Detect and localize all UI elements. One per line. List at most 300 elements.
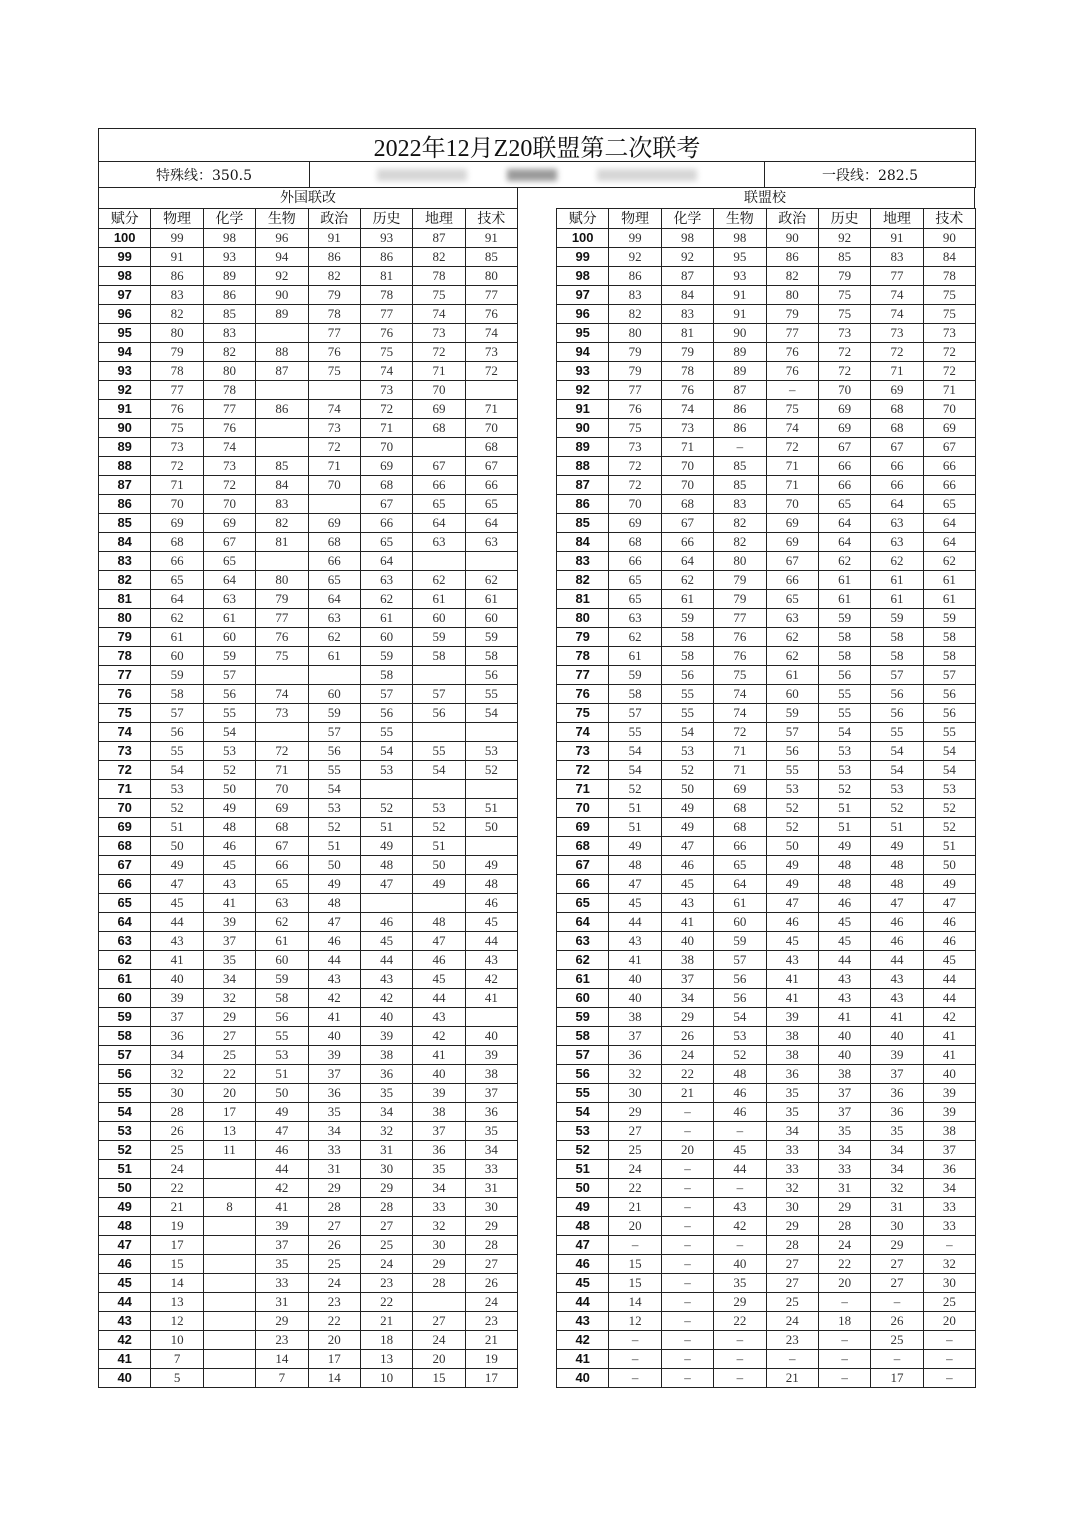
- raw-score-cell: 61: [923, 590, 975, 609]
- raw-score-cell: 19: [465, 1350, 517, 1369]
- assigned-score-cell: 76: [557, 685, 609, 704]
- raw-score-cell: [203, 1312, 255, 1331]
- raw-score-cell: 72: [923, 343, 975, 362]
- raw-score-cell: 56: [465, 666, 517, 685]
- table-row: [99, 495, 518, 514]
- assigned-score-cell: 83: [99, 552, 151, 571]
- raw-score-cell: 17: [871, 1369, 923, 1388]
- assigned-score-cell: 80: [557, 609, 609, 628]
- raw-score-cell: 96: [256, 229, 308, 248]
- raw-score-cell: 72: [308, 438, 360, 457]
- table-row: [557, 1350, 976, 1369]
- raw-score-cell: 81: [256, 533, 308, 552]
- raw-score-cell: 49: [923, 875, 975, 894]
- raw-score-cell: 59: [308, 704, 360, 723]
- raw-score-cell: 64: [871, 495, 923, 514]
- raw-score-cell: 34: [308, 1122, 360, 1141]
- raw-score-cell: 34: [413, 1179, 465, 1198]
- table-row: [557, 438, 976, 457]
- raw-score-cell: 23: [465, 1312, 517, 1331]
- raw-score-cell: 71: [714, 742, 766, 761]
- raw-score-cell: 63: [609, 609, 661, 628]
- raw-score-cell: 62: [360, 590, 412, 609]
- raw-score-cell: 54: [413, 761, 465, 780]
- table-row: [99, 628, 518, 647]
- raw-score-cell: [203, 1274, 255, 1293]
- raw-score-cell: 79: [151, 343, 203, 362]
- raw-score-cell: 50: [413, 856, 465, 875]
- raw-score-cell: –: [661, 1350, 713, 1369]
- raw-score-cell: 66: [609, 552, 661, 571]
- raw-score-cell: 59: [609, 666, 661, 685]
- raw-score-cell: 33: [818, 1160, 870, 1179]
- raw-score-cell: 67: [465, 457, 517, 476]
- raw-score-cell: 67: [203, 533, 255, 552]
- raw-score-cell: 62: [609, 628, 661, 647]
- raw-score-cell: 65: [203, 552, 255, 571]
- assigned-score-cell: 71: [99, 780, 151, 799]
- raw-score-cell: 79: [661, 343, 713, 362]
- raw-score-cell: 65: [413, 495, 465, 514]
- raw-score-cell: 42: [923, 1008, 975, 1027]
- raw-score-cell: 39: [413, 1084, 465, 1103]
- assigned-score-cell: 85: [557, 514, 609, 533]
- raw-score-cell: 60: [256, 951, 308, 970]
- header-row: [99, 209, 518, 229]
- raw-score-cell: 28: [360, 1198, 412, 1217]
- raw-score-cell: 56: [714, 989, 766, 1008]
- raw-score-cell: 49: [308, 875, 360, 894]
- assigned-score-cell: 75: [99, 704, 151, 723]
- table-row: [99, 1350, 518, 1369]
- raw-score-cell: 69: [413, 400, 465, 419]
- raw-score-cell: 29: [308, 1179, 360, 1198]
- raw-score-cell: 25: [360, 1236, 412, 1255]
- raw-score-cell: 70: [818, 381, 870, 400]
- raw-score-cell: 65: [256, 875, 308, 894]
- assigned-score-cell: 51: [557, 1160, 609, 1179]
- raw-score-cell: 58: [818, 628, 870, 647]
- assigned-score-cell: 54: [99, 1103, 151, 1122]
- raw-score-cell: 69: [714, 780, 766, 799]
- assigned-score-cell: 91: [557, 400, 609, 419]
- raw-score-cell: –: [661, 1255, 713, 1274]
- table-row: [99, 381, 518, 400]
- table-row: [99, 818, 518, 837]
- raw-score-cell: 63: [256, 894, 308, 913]
- raw-score-cell: 77: [203, 400, 255, 419]
- table-row: [557, 875, 976, 894]
- raw-score-cell: 30: [360, 1160, 412, 1179]
- raw-score-cell: 49: [360, 837, 412, 856]
- raw-score-cell: 54: [871, 761, 923, 780]
- assigned-score-cell: 96: [99, 305, 151, 324]
- raw-score-cell: 43: [413, 1008, 465, 1027]
- raw-score-cell: 34: [818, 1141, 870, 1160]
- raw-score-cell: 75: [818, 286, 870, 305]
- assigned-score-cell: 94: [557, 343, 609, 362]
- raw-score-cell: 77: [151, 381, 203, 400]
- table-row: [99, 913, 518, 932]
- assigned-score-cell: 74: [99, 723, 151, 742]
- table-row: [99, 362, 518, 381]
- raw-score-cell: 46: [661, 856, 713, 875]
- column-header: 历史: [360, 209, 412, 229]
- raw-score-cell: 43: [609, 932, 661, 951]
- raw-score-cell: 71: [661, 438, 713, 457]
- raw-score-cell: 31: [360, 1141, 412, 1160]
- assigned-score-cell: 52: [557, 1141, 609, 1160]
- right-score-table: [556, 208, 976, 1388]
- raw-score-cell: 50: [923, 856, 975, 875]
- raw-score-cell: 98: [661, 229, 713, 248]
- raw-score-cell: 85: [818, 248, 870, 267]
- raw-score-cell: 74: [871, 286, 923, 305]
- raw-score-cell: 33: [766, 1160, 818, 1179]
- raw-score-cell: 41: [308, 1008, 360, 1027]
- raw-score-cell: 46: [766, 913, 818, 932]
- raw-score-cell: 95: [714, 248, 766, 267]
- raw-score-cell: 50: [766, 837, 818, 856]
- raw-score-cell: 37: [256, 1236, 308, 1255]
- raw-score-cell: 86: [714, 419, 766, 438]
- raw-score-cell: 76: [714, 647, 766, 666]
- assigned-score-cell: 87: [99, 476, 151, 495]
- raw-score-cell: 36: [766, 1065, 818, 1084]
- raw-score-cell: 70: [360, 438, 412, 457]
- raw-score-cell: 91: [465, 229, 517, 248]
- assigned-score-cell: 57: [557, 1046, 609, 1065]
- raw-score-cell: –: [661, 1198, 713, 1217]
- raw-score-cell: 29: [360, 1179, 412, 1198]
- raw-score-cell: 51: [923, 837, 975, 856]
- assigned-score-cell: 66: [557, 875, 609, 894]
- table-row: [99, 932, 518, 951]
- raw-score-cell: 64: [151, 590, 203, 609]
- table-row: [99, 1312, 518, 1331]
- raw-score-cell: 40: [609, 989, 661, 1008]
- raw-score-cell: 77: [465, 286, 517, 305]
- raw-score-cell: 40: [360, 1008, 412, 1027]
- raw-score-cell: 35: [203, 951, 255, 970]
- raw-score-cell: 68: [661, 495, 713, 514]
- raw-score-cell: 44: [609, 913, 661, 932]
- raw-score-cell: 47: [871, 894, 923, 913]
- assigned-score-cell: 97: [99, 286, 151, 305]
- raw-score-cell: 65: [818, 495, 870, 514]
- raw-score-cell: 32: [766, 1179, 818, 1198]
- raw-score-cell: 67: [923, 438, 975, 457]
- raw-score-cell: 21: [661, 1084, 713, 1103]
- assigned-score-cell: 67: [557, 856, 609, 875]
- raw-score-cell: 38: [360, 1046, 412, 1065]
- raw-score-cell: 41: [609, 951, 661, 970]
- raw-score-cell: 71: [413, 362, 465, 381]
- raw-score-cell: 58: [871, 628, 923, 647]
- raw-score-cell: 53: [714, 1027, 766, 1046]
- raw-score-cell: 56: [714, 970, 766, 989]
- raw-score-cell: 17: [203, 1103, 255, 1122]
- raw-score-cell: 38: [413, 1103, 465, 1122]
- table-gap: [518, 188, 556, 1388]
- raw-score-cell: 64: [203, 571, 255, 590]
- raw-score-cell: 78: [413, 267, 465, 286]
- table-row: [99, 761, 518, 780]
- assigned-score-cell: 75: [557, 704, 609, 723]
- raw-score-cell: 61: [661, 590, 713, 609]
- raw-score-cell: 8: [203, 1198, 255, 1217]
- raw-score-cell: 61: [256, 932, 308, 951]
- raw-score-cell: 35: [766, 1103, 818, 1122]
- raw-score-cell: 15: [413, 1369, 465, 1388]
- raw-score-cell: 22: [151, 1179, 203, 1198]
- raw-score-cell: 23: [766, 1331, 818, 1350]
- raw-score-cell: –: [661, 1236, 713, 1255]
- raw-score-cell: 55: [609, 723, 661, 742]
- raw-score-cell: –: [661, 1293, 713, 1312]
- raw-score-cell: –: [818, 1293, 870, 1312]
- table-row: [99, 837, 518, 856]
- raw-score-cell: 41: [413, 1046, 465, 1065]
- raw-score-cell: 72: [360, 400, 412, 419]
- assigned-score-cell: 90: [99, 419, 151, 438]
- raw-score-cell: 75: [766, 400, 818, 419]
- raw-score-cell: 50: [151, 837, 203, 856]
- raw-score-cell: 48: [818, 856, 870, 875]
- raw-score-cell: 52: [151, 799, 203, 818]
- raw-score-cell: 44: [923, 989, 975, 1008]
- raw-score-cell: 83: [151, 286, 203, 305]
- raw-score-cell: 54: [609, 742, 661, 761]
- raw-score-cell: 56: [661, 666, 713, 685]
- raw-score-cell: 85: [714, 457, 766, 476]
- assigned-score-cell: 59: [557, 1008, 609, 1027]
- raw-score-cell: 65: [609, 571, 661, 590]
- raw-score-cell: [308, 381, 360, 400]
- raw-score-cell: 30: [151, 1084, 203, 1103]
- assigned-score-cell: 42: [99, 1331, 151, 1350]
- assigned-score-cell: 99: [557, 248, 609, 267]
- raw-score-cell: 54: [923, 761, 975, 780]
- header-row: [557, 209, 976, 229]
- raw-score-cell: 29: [609, 1103, 661, 1122]
- raw-score-cell: 39: [871, 1046, 923, 1065]
- raw-score-cell: 49: [256, 1103, 308, 1122]
- table-row: [99, 1236, 518, 1255]
- assigned-score-cell: 70: [557, 799, 609, 818]
- raw-score-cell: 83: [661, 305, 713, 324]
- raw-score-cell: 40: [818, 1027, 870, 1046]
- raw-score-cell: 73: [871, 324, 923, 343]
- raw-score-cell: 21: [465, 1331, 517, 1350]
- raw-score-cell: 55: [203, 704, 255, 723]
- raw-score-cell: 54: [203, 723, 255, 742]
- raw-score-cell: 33: [256, 1274, 308, 1293]
- table-row: [99, 780, 518, 799]
- raw-score-cell: 48: [871, 856, 923, 875]
- raw-score-cell: 24: [151, 1160, 203, 1179]
- raw-score-cell: 54: [360, 742, 412, 761]
- raw-score-cell: 44: [256, 1160, 308, 1179]
- raw-score-cell: 40: [661, 932, 713, 951]
- raw-score-cell: 20: [609, 1217, 661, 1236]
- raw-score-cell: 49: [413, 875, 465, 894]
- raw-score-cell: 58: [256, 989, 308, 1008]
- raw-score-cell: 26: [308, 1236, 360, 1255]
- raw-score-cell: 46: [360, 913, 412, 932]
- assigned-score-cell: 46: [557, 1255, 609, 1274]
- table-row: [99, 609, 518, 628]
- raw-score-cell: 86: [256, 400, 308, 419]
- raw-score-cell: 36: [609, 1046, 661, 1065]
- raw-score-cell: 63: [465, 533, 517, 552]
- raw-score-cell: 56: [360, 704, 412, 723]
- table-row: [99, 856, 518, 875]
- raw-score-cell: 72: [818, 362, 870, 381]
- raw-score-cell: 11: [203, 1141, 255, 1160]
- raw-score-cell: 56: [923, 704, 975, 723]
- raw-score-cell: 49: [609, 837, 661, 856]
- raw-score-cell: 53: [256, 1046, 308, 1065]
- assigned-score-cell: 50: [99, 1179, 151, 1198]
- raw-score-cell: 58: [923, 628, 975, 647]
- raw-score-cell: 56: [923, 685, 975, 704]
- raw-score-cell: 5: [151, 1369, 203, 1388]
- raw-score-cell: [413, 780, 465, 799]
- raw-score-cell: 71: [151, 476, 203, 495]
- assigned-score-cell: 43: [99, 1312, 151, 1331]
- table-row: [99, 1084, 518, 1103]
- raw-score-cell: 44: [923, 970, 975, 989]
- raw-score-cell: –: [766, 1350, 818, 1369]
- table-row: [557, 1141, 976, 1160]
- table-row: [557, 742, 976, 761]
- raw-score-cell: 65: [151, 571, 203, 590]
- raw-score-cell: 20: [923, 1312, 975, 1331]
- assigned-score-cell: 89: [99, 438, 151, 457]
- raw-score-cell: –: [923, 1236, 975, 1255]
- table-row: [557, 229, 976, 248]
- table-row: [99, 343, 518, 362]
- raw-score-cell: 48: [203, 818, 255, 837]
- raw-score-cell: 80: [203, 362, 255, 381]
- raw-score-cell: 61: [818, 571, 870, 590]
- raw-score-cell: 63: [308, 609, 360, 628]
- raw-score-cell: 57: [151, 704, 203, 723]
- raw-score-cell: 76: [308, 343, 360, 362]
- raw-score-cell: 45: [465, 913, 517, 932]
- raw-score-cell: [256, 723, 308, 742]
- assigned-score-cell: 69: [557, 818, 609, 837]
- raw-score-cell: 68: [871, 419, 923, 438]
- raw-score-cell: 40: [818, 1046, 870, 1065]
- column-header: 化学: [203, 209, 255, 229]
- raw-score-cell: 52: [308, 818, 360, 837]
- raw-score-cell: 32: [151, 1065, 203, 1084]
- raw-score-cell: 25: [923, 1293, 975, 1312]
- raw-score-cell: 82: [256, 514, 308, 533]
- raw-score-cell: 57: [714, 951, 766, 970]
- raw-score-cell: [465, 723, 517, 742]
- raw-score-cell: 41: [923, 1027, 975, 1046]
- raw-score-cell: –: [661, 1122, 713, 1141]
- raw-score-cell: 39: [465, 1046, 517, 1065]
- assigned-score-cell: 50: [557, 1179, 609, 1198]
- raw-score-cell: 53: [308, 799, 360, 818]
- table-row: [557, 761, 976, 780]
- assigned-score-cell: 65: [557, 894, 609, 913]
- raw-score-cell: 20: [661, 1141, 713, 1160]
- assigned-score-cell: 86: [557, 495, 609, 514]
- raw-score-cell: 68: [256, 818, 308, 837]
- raw-score-cell: 52: [818, 780, 870, 799]
- table-row: [557, 1160, 976, 1179]
- raw-score-cell: 57: [766, 723, 818, 742]
- raw-score-cell: 44: [151, 913, 203, 932]
- assigned-score-cell: 56: [557, 1065, 609, 1084]
- raw-score-cell: 77: [360, 305, 412, 324]
- raw-score-cell: 28: [413, 1274, 465, 1293]
- raw-score-cell: 39: [766, 1008, 818, 1027]
- raw-score-cell: 77: [766, 324, 818, 343]
- raw-score-cell: 41: [661, 913, 713, 932]
- table-row: [557, 400, 976, 419]
- assigned-score-cell: 78: [99, 647, 151, 666]
- raw-score-cell: 69: [923, 419, 975, 438]
- raw-score-cell: 30: [465, 1198, 517, 1217]
- assigned-score-cell: 87: [557, 476, 609, 495]
- raw-score-cell: 69: [203, 514, 255, 533]
- raw-score-cell: 49: [871, 837, 923, 856]
- column-header: 生物: [714, 209, 766, 229]
- raw-score-cell: –: [661, 1160, 713, 1179]
- raw-score-cell: 67: [818, 438, 870, 457]
- table-row: [557, 1236, 976, 1255]
- raw-score-cell: 48: [714, 1065, 766, 1084]
- raw-score-cell: 58: [609, 685, 661, 704]
- assigned-score-cell: 57: [99, 1046, 151, 1065]
- table-row: [99, 685, 518, 704]
- raw-score-cell: 69: [766, 533, 818, 552]
- raw-score-cell: 86: [766, 248, 818, 267]
- raw-score-cell: 72: [923, 362, 975, 381]
- assigned-score-cell: 85: [99, 514, 151, 533]
- raw-score-cell: 64: [661, 552, 713, 571]
- assigned-score-cell: 94: [99, 343, 151, 362]
- raw-score-cell: 67: [360, 495, 412, 514]
- raw-score-cell: 42: [413, 1027, 465, 1046]
- table-row: [557, 685, 976, 704]
- raw-score-cell: [413, 894, 465, 913]
- raw-score-cell: [203, 1350, 255, 1369]
- raw-score-cell: –: [714, 1350, 766, 1369]
- table-row: [99, 476, 518, 495]
- table-row: [99, 1179, 518, 1198]
- raw-score-cell: 75: [714, 666, 766, 685]
- raw-score-cell: 83: [871, 248, 923, 267]
- table-row: [99, 742, 518, 761]
- raw-score-cell: 44: [360, 951, 412, 970]
- table-row: [99, 324, 518, 343]
- raw-score-cell: 72: [256, 742, 308, 761]
- raw-score-cell: 69: [609, 514, 661, 533]
- raw-score-cell: 43: [871, 989, 923, 1008]
- raw-score-cell: 40: [871, 1027, 923, 1046]
- assigned-score-cell: 100: [99, 229, 151, 248]
- raw-score-cell: 53: [923, 780, 975, 799]
- raw-score-cell: 61: [609, 647, 661, 666]
- raw-score-cell: 22: [203, 1065, 255, 1084]
